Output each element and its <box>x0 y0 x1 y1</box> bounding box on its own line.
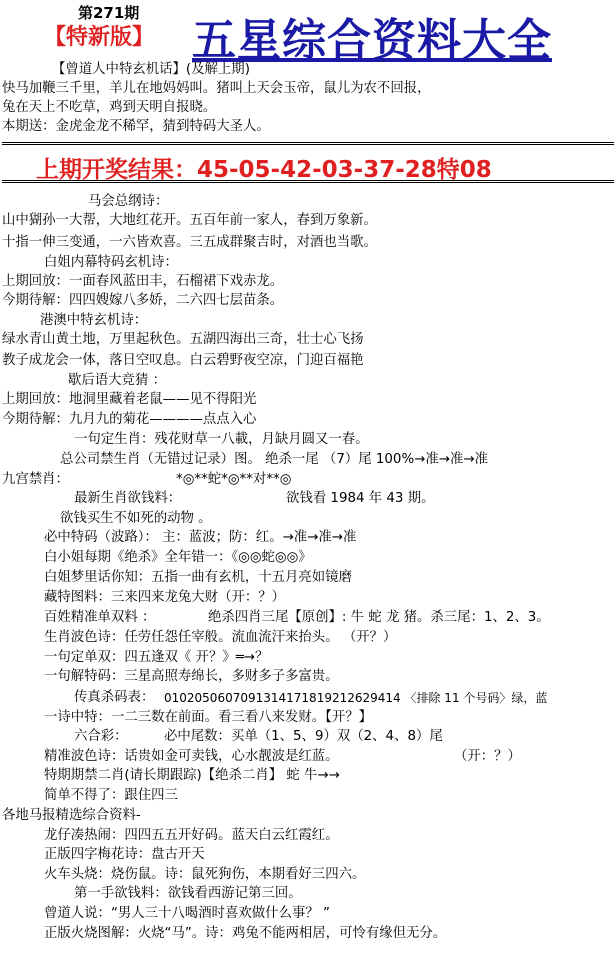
intro-line: 【曾道人中特玄机话】(及解上期) <box>52 62 250 77</box>
text-line: 欲钱买生不如死的动物 。 <box>60 511 212 526</box>
text-line: 今期待解：九月九的菊花————点点入心 <box>2 412 257 427</box>
section-heading: 歇后语大竞猜 ： <box>68 373 166 388</box>
text-line: 白小姐每期《绝杀》全年错一：《◎◎蛇◎◎》 <box>44 550 312 565</box>
text-line: 绿水青山黄土地，万里起秋色。五湖四海出三奇，壮士心飞扬 <box>2 332 364 347</box>
text-line: 欲钱看 1984 年 43 期。 <box>286 491 435 506</box>
text-line: 传真杀码表： <box>74 690 155 705</box>
section-heading: 马会总纲诗： <box>88 194 169 209</box>
separator-line <box>2 180 614 183</box>
text-line: 上期回放：地洞里藏着老鼠——见不得阳光 <box>2 392 257 407</box>
text-line: 六合彩： <box>74 729 128 744</box>
text-line: 火车头烧：烧伤鼠。诗：鼠死狗伤，本期看好三四六。 <box>44 867 366 882</box>
text-line: 必中尾数：买单（1、5、9）双（2、4、8）尾 <box>164 729 443 744</box>
separator-line <box>2 142 614 145</box>
text-line: 第一手欲钱料：欲钱看西游记第三回。 <box>74 886 302 901</box>
intro-line: 本期送：金虎金龙不稀罕，猜到特码大圣人。 <box>2 119 270 134</box>
section-heading: 各地马报精选综合资料- <box>2 808 141 823</box>
text-line: 总公司禁生肖（无错过记录）图。 绝杀一尾 （7）尾 100%→准→准→准 <box>60 452 488 467</box>
text-line: 一句解特码：三星高照寿绵长，多财多子多富贵。 <box>44 669 339 684</box>
page-title: 五星综合资料大全 <box>192 15 552 66</box>
text-line: 一诗中特：一二三数在前面。看三看八来发财。【开？】 <box>44 710 373 725</box>
text-line: 十指一伸三变通，一六皆欢喜。三五成群聚吉时，对酒也当歌。 <box>2 235 377 250</box>
section-heading: 港澳中特玄机诗： <box>40 313 148 328</box>
text-line: 山中猢孙一大帮，大地红花开。五百年前一家人，春到万象新。 <box>2 213 377 228</box>
text-line: 生肖波色诗：任劳任怨任宰般。流血流汗来抬头。 （开？） <box>44 630 397 645</box>
text-line: 必中特码（波路）： 主：蓝波；防：红。→准→准→准 <box>44 530 357 545</box>
text-line: 今期待解：四四嫂嫁八多娇，二六四七层苗条。 <box>2 293 284 308</box>
text-line: 正版四字梅花诗：盘古开天 <box>44 847 205 862</box>
text-line: 特期期禁二肖(请长期跟踪)【绝杀二肖】 蛇 牛→→ <box>44 768 340 783</box>
text-line: 龙仔凑热闹：四四五五开好码。蓝天白云红霞红。 <box>44 828 339 843</box>
section-heading: 白姐内幕特码玄机诗： <box>44 255 178 270</box>
text-line: 上期回放：一面春风蓝田丰，石榴裙下戏赤龙。 <box>2 274 284 289</box>
text-line: 正版火烧图解：火烧“马”。诗：鸡兔不能两相居，可怜有缘但无分。 <box>44 926 447 941</box>
text-line: 精准波色诗：话贵如金可卖钱，心水靓波是红蓝。 <box>44 749 339 764</box>
text-line: 百姓精准单双料 ： <box>44 610 156 625</box>
text-line: 0102050607091314171819212629414 〈排除 11 个号码〉绿，蓝 <box>164 691 548 705</box>
text-line: 一句定生肖：残花财草一八載，月缺月圆又一春。 <box>74 432 369 447</box>
text-line: 教子成龙会一体，落日空叹息。白云碧野夜空凉，门迎百福艳 <box>2 353 364 368</box>
intro-line: 快马加鞭三千里，羊儿在地妈妈叫。猪叫上天会玉帝，鼠儿为农不回报， <box>2 81 431 96</box>
text-line: （开：？） <box>454 749 521 764</box>
text-line: 简单不得了：跟住四三 <box>44 788 178 803</box>
text-line: 九宫禁肖： <box>2 472 69 487</box>
text-line: 一句定单双：四五逢双《 开？》═→？ <box>44 650 269 665</box>
text-line: 藏特图料：三来四来龙兔大财（开：？） <box>44 590 286 605</box>
text-line: *◎**蛇*◎**对**◎ <box>176 472 292 487</box>
text-line: 绝杀四肖三尾【原创】: 牛 蛇 龙 猪。杀三尾：1、2、3。 <box>208 610 550 625</box>
last-draw-result: 上期开奖结果：45-05-42-03-37-28特08 <box>36 157 492 183</box>
text-line: 曾道人说：“男人三十八喝酒时喜欢做什么事？ ” <box>44 906 330 921</box>
issue-number: 第271期 <box>78 4 140 22</box>
edition-label: 【特新版】 <box>44 25 155 50</box>
intro-line: 兔在天上不吃草，鸡到天明自报晓。 <box>2 100 217 115</box>
text-line: 最新生肖欲钱料： <box>74 491 182 506</box>
text-line: 白姐梦里话你知：五指一曲有玄机，十五月亮如镜磨 <box>44 570 352 585</box>
